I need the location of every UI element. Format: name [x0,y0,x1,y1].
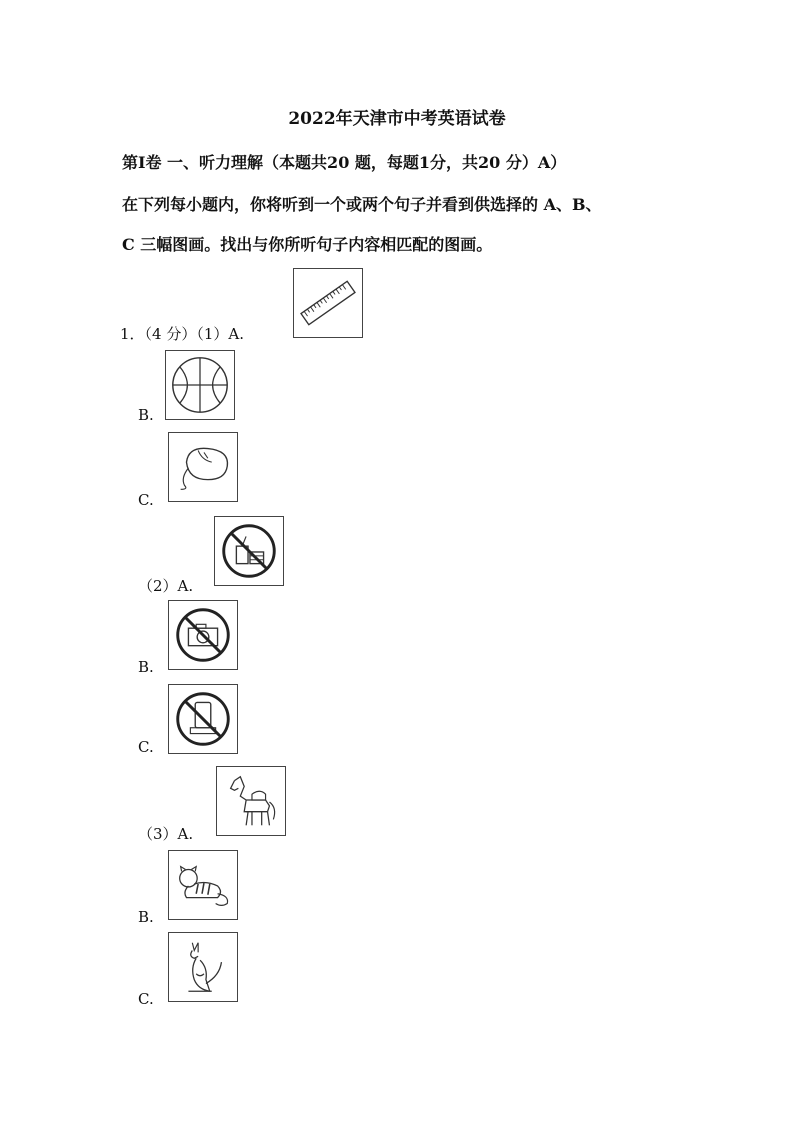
exam-title: 2022年天津市中考英语试卷 [288,109,506,129]
no-phone-sign-icon [169,685,237,753]
option-3b-picture[interactable] [168,850,238,920]
option-1b-label: B. [138,406,154,424]
question-number-label: 1．（4 分）（1）A. [120,325,244,343]
horse-icon [217,767,285,835]
tiger-icon [169,851,237,919]
option-3c-picture[interactable] [168,932,238,1002]
no-food-drink-sign-icon [215,517,283,585]
option-3b-label: B. [138,908,154,926]
option-2b-label: B. [138,658,154,676]
section-header: 第Ⅰ卷 一、听力理解（本题共20 题，每题1分，共20 分）A） [122,153,567,172]
no-camera-sign-icon [169,601,237,669]
option-2b-picture[interactable] [168,600,238,670]
computer-mouse-icon [169,433,237,501]
part-2-label: （2）A. [138,577,194,595]
option-3c-label: C. [138,990,154,1008]
instructions-line-2: C 三幅图画。找出与你所听句子内容相匹配的图画。 [122,235,493,254]
option-1b-picture[interactable] [165,350,235,420]
option-2c-label: C. [138,738,154,756]
option-2a-picture[interactable] [214,516,284,586]
option-1c-label: C. [138,491,154,509]
option-1c-picture[interactable] [168,432,238,502]
option-3a-picture[interactable] [216,766,286,836]
ruler-icon [294,269,362,337]
part-3-label: （3）A. [138,825,194,843]
option-2c-picture[interactable] [168,684,238,754]
basketball-icon [166,351,234,419]
kangaroo-icon [169,933,237,1001]
option-1a-picture[interactable] [293,268,363,338]
instructions-line-1: 在下列每小题内，你将听到一个或两个句子并看到供选择的 A、B、 [122,195,602,214]
